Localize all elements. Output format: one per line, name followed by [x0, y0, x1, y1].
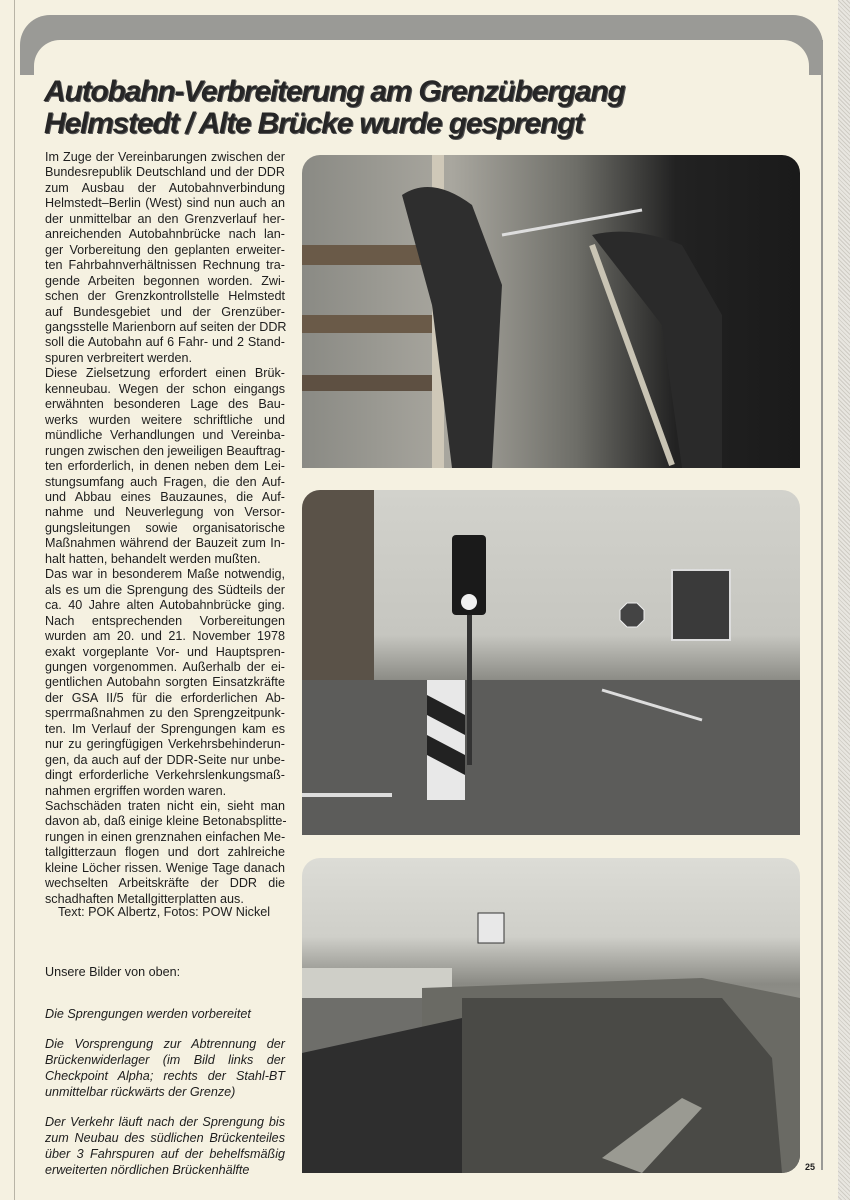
photo-traffic-after-demolition: [302, 858, 800, 1173]
title-line-2: Helmstedt / Alte Brücke wurde gesprengt: [44, 107, 583, 140]
body-text-line: ten. Im Verlauf der Sprengungen kam es: [45, 721, 285, 736]
body-text-line: Helmstedt–Berlin (West) sind nun auch an: [45, 196, 285, 211]
body-text-line: wurden am 20. und 21. November 1978: [45, 629, 285, 644]
body-text-line: tallgitterzaun flogen und dort zahlreiche: [45, 845, 285, 860]
body-text-line: zum Ausbau der Autobahnverbindung: [45, 180, 285, 195]
body-text-line: ten Fahrbahnverhältnissen Rechnung tra-: [45, 258, 285, 273]
body-text-line: Maßnahmen während der Bauzeit zum In-: [45, 536, 285, 551]
body-text-line: wechselten Arbeitskräfte der DDR die: [45, 876, 285, 891]
photo-pre-demolition-checkpoint: [302, 490, 800, 835]
page-number: 25: [805, 1162, 816, 1172]
body-text-line: nur zu geringfügigen Verkehrsbehinderun-: [45, 737, 285, 752]
article-title: [44, 76, 624, 140]
body-text-line: erwähnten besonderen Lage des Bau-: [45, 397, 285, 412]
body-text-line: schadhaften Metallgitterplatten aus.: [45, 891, 244, 906]
body-text-line: als es um die Sprengung des Südteils der: [45, 582, 285, 597]
body-text-line: ger Vorbereitung den geplanten erweiter-: [45, 242, 285, 257]
body-text-line: gende Arbeiten begonnen worden. Zwi-: [45, 273, 285, 288]
captions-intro: Unsere Bilder von oben:: [45, 965, 181, 979]
caption-line: erweiterten nördlichen Brückenhälfte: [45, 1163, 250, 1177]
body-text-line: gungen vorgenommen. Außerhalb der ei-: [45, 659, 285, 674]
body-text-line: gangsstelle Marienborn auf seiten der DDR: [45, 319, 287, 334]
caption-photo-1: [45, 1006, 285, 1022]
caption-line: Die Sprengungen werden vorbereitet: [45, 1007, 251, 1021]
body-text-line: nahmen ergriffen worden waren.: [45, 783, 227, 798]
body-text-line: Diese Zielsetzung erfordert einen Brük-: [45, 366, 285, 381]
caption-photo-3: [45, 1114, 285, 1178]
caption-line: Checkpoint Alpha; rechts der Stahl-BT: [45, 1069, 285, 1083]
header-bar-inner: [34, 40, 809, 80]
body-text-line: Im Zuge der Vereinbarungen zwischen der: [45, 150, 285, 164]
caption-line: zum Neubau des südlichen Brückenteiles: [45, 1131, 285, 1145]
caption-line: unmittelbar rückwärts der Grenze): [45, 1085, 236, 1099]
body-text-line: gentlichen Autobahn sorgten Einsatzkräfte: [45, 675, 285, 690]
body-text-line: Nach entsprechenden Vorbereitungen: [45, 613, 285, 628]
title-line-1: Autobahn-Verbreiterung am Grenzübergang: [44, 75, 625, 108]
body-text-line: gungsleitungen sowie organisatorische: [45, 520, 285, 535]
body-text-line: rungen zwischen den jeweiligen Beauftrag-: [45, 443, 286, 458]
page-edge-left: [14, 0, 15, 1200]
body-text-line: sperrmaßnahmen zu den Sprengzeitpunk-: [45, 706, 285, 721]
body-text-line: der unmittelbar an den Grenzverlauf her-: [45, 211, 285, 226]
caption-line: Brückenwiderlager (im Bild links der: [45, 1053, 285, 1067]
caption-line: über 3 Fahrspuren auf der behelfsmäßig: [45, 1147, 285, 1161]
body-text-line: davon ab, daß einige kleine Betonabsplitte-: [45, 814, 287, 829]
body-text-line: Das war in besonderem Maße notwendig,: [45, 567, 285, 582]
body-text-line: kenneubau. Wegen der schon eingangs: [45, 381, 285, 396]
page-edge-right: [838, 0, 850, 1200]
body-text-line: ca. 40 Jahre alten Autobahnbrücke ging.: [45, 598, 285, 613]
body-text-line: soll die Autobahn auf 6 Fahr- und 2 Stand-: [45, 335, 285, 350]
body-text-line: Sachschäden traten nicht ein, sieht man: [45, 799, 285, 814]
body-text-line: auf Bundesgebiet und der Grenzüber-: [45, 304, 285, 319]
caption-line: Der Verkehr läuft nach der Sprengung bis: [45, 1115, 285, 1129]
body-text-line: spuren verbreitert werden.: [45, 350, 192, 365]
body-text-line: stungsumfang auch Fragen, die den Auf-: [45, 474, 285, 489]
body-text-line: ten erforderlich, in denen neben dem Lei-: [45, 459, 285, 474]
caption-line: Die Vorsprengung zur Abtrennung der: [45, 1037, 285, 1051]
body-text-line: halt hatten, behandelt werden mußten.: [45, 551, 261, 566]
body-text-line: rungen in einen grenznahen einfachen Me-: [45, 829, 286, 844]
body-text-line: exakt vorgeplante Vor- und Hauptspren-: [45, 644, 285, 659]
body-text-line: mündliche Verhandlungen und Vereinba-: [45, 428, 285, 443]
body-text-line: anreichenden Autobahnbrücke nach lan-: [45, 227, 285, 242]
photo-preparing-demolition: [302, 155, 800, 468]
body-text-line: kleine Löcher rissen. Wenige Tage danach: [45, 860, 285, 875]
caption-photo-2: [45, 1036, 285, 1100]
article-body: [45, 150, 285, 907]
body-text-line: der GSA II/5 für die erforderlichen Ab-: [45, 690, 285, 705]
body-text-line: dingt erforderliche Verkehrslenkungsmaß-: [45, 768, 285, 783]
body-text-line: gen, da auch auf der DDR-Seite nur unbe-: [45, 752, 285, 767]
body-text-line: Bundesrepublik Deutschland und der DDR: [45, 165, 285, 180]
body-text-line: schen der Grenzkontrollstelle Helmstedt: [45, 289, 285, 304]
body-text-line: nahme und Neuverlegung von Versor-: [45, 505, 285, 520]
body-text-line: werks wurden weitere schriftliche und: [45, 412, 285, 427]
right-rule: [821, 40, 823, 1170]
body-text-line: und Abbau eines Bauzaunes, die Auf-: [45, 489, 285, 504]
article-credit: Text: POK Albertz, Fotos: POW Nickel: [58, 905, 271, 919]
